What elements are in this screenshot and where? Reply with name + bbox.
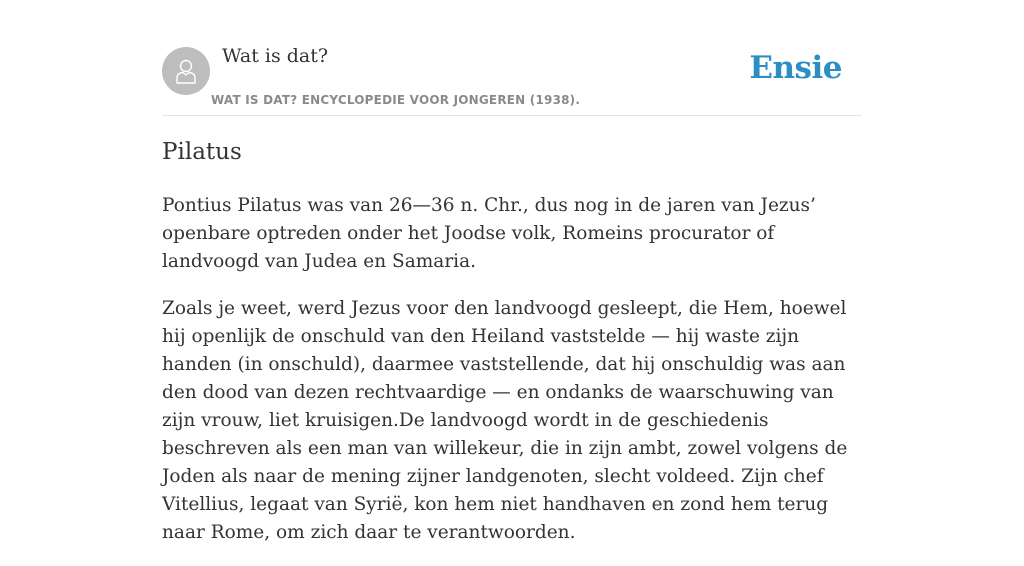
source-subtitle[interactable]: WAT IS DAT? ENCYCLOPEDIE VOOR JONGEREN (1938). (211, 93, 581, 107)
article-title: Pilatus (162, 139, 242, 165)
brand-logo[interactable]: Ensie (749, 50, 842, 86)
article-body (162, 192, 862, 566)
avatar[interactable] (162, 47, 210, 95)
user-icon (171, 56, 201, 86)
article-paragraph: Zoals je weet, werd Jezus voor den landvoogd gesleept, die Hem, hoewel hij openlijk de onschuld van den Heiland vaststelde — hij waste zijn handen (in onschuld), daarmee vaststellende, dat hij onschuldig was aan den dood van dezen rechtvaardige — en ondanks de waarschuwing van zijn vrouw, liet kruisigen.De landvoogd wordt in de geschiedenis beschreven als een man van willekeur, die in zijn ambt, zowel volgens de Joden als naar de mening zijner landgenoten, slecht voldeed. Zijn chef Vitellius, legaat van Syrië, kon hem niet handhaven en zond hem terug naar Rome, om zich daar te verantwoorden. (162, 298, 848, 543)
source-title[interactable]: Wat is dat? (222, 45, 329, 67)
source-header (162, 0, 862, 116)
article-paragraph: Pontius Pilatus was van 26—36 n. Chr., dus nog in de jaren van Jezus’ openbare optreden onder het Joodse volk, Romeins procurator of landvoogd van Judea en Samaria. (162, 195, 816, 272)
article-container (162, 0, 862, 543)
